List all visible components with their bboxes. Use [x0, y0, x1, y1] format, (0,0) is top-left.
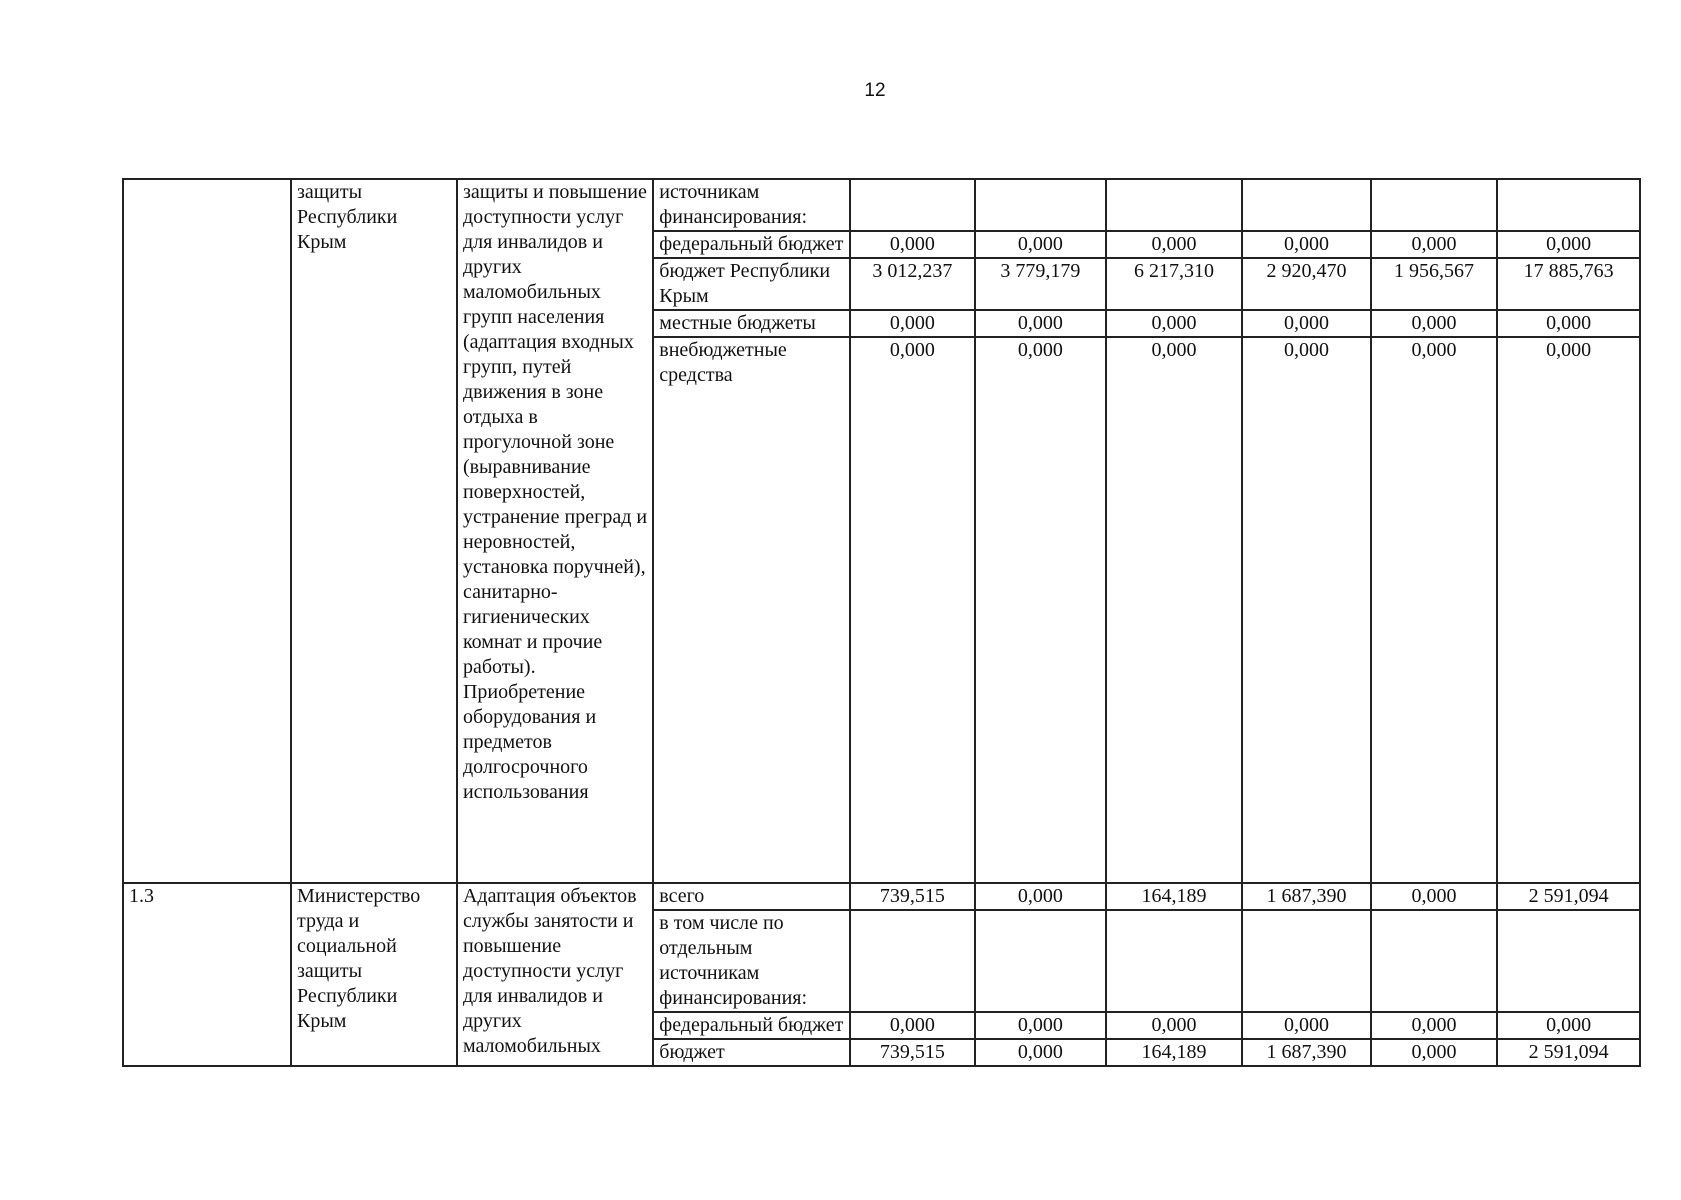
value-cell [1371, 910, 1498, 1012]
value-cell [975, 179, 1106, 231]
value-cell: 0,000 [850, 231, 975, 258]
value-cell: 0,000 [1371, 310, 1498, 337]
value-cell: 0,000 [1242, 310, 1371, 337]
number-cell: 1.3 [123, 883, 291, 1066]
value-cell: 0,000 [1106, 337, 1243, 883]
value-cell: 0,000 [1371, 1039, 1498, 1066]
source-cell: бюджет [653, 1039, 849, 1066]
value-cell [1497, 179, 1640, 231]
value-cell [1242, 910, 1371, 1012]
value-cell: 0,000 [1106, 231, 1243, 258]
page-number: 12 [864, 80, 886, 101]
value-cell: 0,000 [1106, 310, 1243, 337]
value-cell [1371, 179, 1498, 231]
value-cell: 164,189 [1106, 883, 1243, 910]
source-cell: федеральный бюджет [653, 1012, 849, 1039]
value-cell: 1 956,567 [1371, 258, 1498, 310]
table-row [123, 179, 1640, 231]
value-cell: 739,515 [850, 883, 975, 910]
value-cell [975, 910, 1106, 1012]
executor-cell: защиты Республики Крым [291, 179, 457, 883]
value-cell: 0,000 [1497, 1012, 1640, 1039]
value-cell: 0,000 [1371, 883, 1498, 910]
value-cell: 0,000 [975, 1039, 1106, 1066]
value-cell: 0,000 [975, 1012, 1106, 1039]
source-cell: бюджет Республики Крым [653, 258, 849, 310]
executor-cell: Министерство труда и социальной защиты Республики Крым [291, 883, 457, 1066]
value-cell: 0,000 [975, 231, 1106, 258]
value-cell: 0,000 [1497, 310, 1640, 337]
value-cell: 0,000 [850, 310, 975, 337]
value-cell: 164,189 [1106, 1039, 1243, 1066]
value-cell: 0,000 [1242, 231, 1371, 258]
value-cell: 1 687,390 [1242, 1039, 1371, 1066]
financing-table [122, 178, 1641, 1067]
table-row [123, 883, 1640, 910]
value-cell: 3 012,237 [850, 258, 975, 310]
value-cell: 3 779,179 [975, 258, 1106, 310]
source-cell: федеральный бюджет [653, 231, 849, 258]
measure-cell: защиты и повышение доступности услуг для инвалидов и других маломобильных групп населения (адаптация входных групп, путей движения в зоне отдыха в прогулочной зоне (выравнивание поверхностей, устранение преград и неровностей, установка поручней), санитарно-гигиенических комнат и прочие работы). Приобретение оборудования и предметов долгосрочного использования [457, 179, 653, 883]
value-cell: 0,000 [1371, 1012, 1498, 1039]
value-cell: 0,000 [975, 883, 1106, 910]
value-cell [850, 179, 975, 231]
value-cell [1497, 910, 1640, 1012]
value-cell: 0,000 [850, 337, 975, 883]
source-cell: в том числе по отдельным источникам финансирования: [653, 910, 849, 1012]
value-cell [1242, 179, 1371, 231]
value-cell: 0,000 [1497, 231, 1640, 258]
value-cell: 0,000 [1106, 1012, 1243, 1039]
value-cell: 0,000 [975, 337, 1106, 883]
value-cell: 17 885,763 [1497, 258, 1640, 310]
value-cell: 2 591,094 [1497, 1039, 1640, 1066]
source-cell: внебюджетные средства [653, 337, 849, 883]
value-cell: 1 687,390 [1242, 883, 1371, 910]
value-cell: 0,000 [975, 310, 1106, 337]
value-cell: 0,000 [850, 1012, 975, 1039]
value-cell: 6 217,310 [1106, 258, 1243, 310]
value-cell: 2 920,470 [1242, 258, 1371, 310]
value-cell: 0,000 [1497, 337, 1640, 883]
value-cell: 739,515 [850, 1039, 975, 1066]
value-cell: 0,000 [1242, 1012, 1371, 1039]
value-cell [850, 910, 975, 1012]
source-cell: местные бюджеты [653, 310, 849, 337]
source-cell: источникам финансирования: [653, 179, 849, 231]
value-cell: 0,000 [1371, 337, 1498, 883]
value-cell: 0,000 [1371, 231, 1498, 258]
number-cell [123, 179, 291, 883]
value-cell [1106, 179, 1243, 231]
value-cell: 0,000 [1242, 337, 1371, 883]
value-cell [1106, 910, 1243, 1012]
source-cell: всего [653, 883, 849, 910]
measure-cell: Адаптация объектов службы занятости и повышение доступности услуг для инвалидов и других маломобильных [457, 883, 653, 1066]
value-cell: 2 591,094 [1497, 883, 1640, 910]
